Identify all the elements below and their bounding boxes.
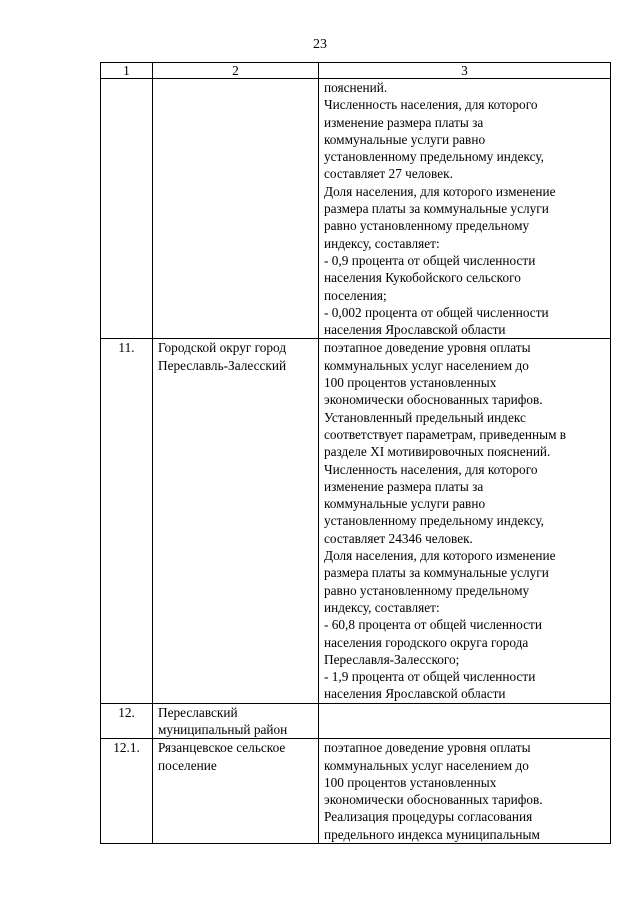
description-line: Численность населения, для которого (324, 461, 538, 477)
description-line: населения городского округа города (324, 634, 529, 650)
row-number: 12.1. (101, 739, 153, 844)
description-line: поселения; (324, 287, 387, 303)
description-line: установленному предельному индексу, (324, 513, 544, 529)
column-header-1: 1 (101, 63, 153, 79)
description-line: установленному предельному индексу, (324, 149, 544, 165)
municipality-name (153, 339, 319, 703)
description-line: изменение размера платы за (324, 114, 484, 130)
municipality-name (153, 703, 319, 739)
description-line: экономически обоснованных тарифов. (324, 392, 543, 408)
table-row (101, 739, 611, 844)
municipality-name-line: Рязанцевское сельское (158, 740, 286, 756)
description-line: коммунальные услуги равно (324, 131, 486, 147)
description-line: соответствует параметрам, приведенным в (324, 426, 567, 442)
description-line: Доля населения, для которого изменение (324, 183, 556, 199)
table-body (101, 79, 611, 844)
municipality-name-line: Городской округ город (158, 340, 287, 356)
description-line: индексу, составляет: (324, 599, 440, 615)
description-line: равно установленному предельному (324, 582, 530, 598)
page-number: 23 (313, 37, 327, 52)
description-line: населения Ярославской области (324, 322, 506, 338)
municipality-name (153, 79, 319, 339)
description-line: Численность населения, для которого (324, 97, 538, 113)
description-line: составляет 27 человек. (324, 166, 453, 182)
description-line: изменение размера платы за (324, 478, 484, 494)
municipality-name-line: муниципальный район (158, 721, 288, 737)
indices-table (100, 62, 611, 844)
table-header-row (101, 63, 611, 79)
municipality-name-line: Переславль-Залесский (158, 357, 287, 373)
municipality-name (153, 739, 319, 844)
index-description (319, 339, 611, 703)
description-line: экономически обоснованных тарифов. (324, 792, 543, 808)
description-line: поэтапное доведение уровня оплаты (324, 340, 531, 356)
description-line: размера платы за коммунальные услуги (324, 565, 549, 581)
description-line: разделе XI мотивировочных пояснений. (324, 444, 551, 460)
description-line: Доля населения, для которого изменение (324, 548, 556, 564)
column-header-2: 2 (153, 63, 319, 79)
table-row (101, 703, 611, 739)
description-line: 100 процентов установленных (324, 774, 497, 790)
municipality-name-line: Переславский (158, 704, 238, 720)
description-line: равно установленному предельному (324, 218, 530, 234)
description-line: поэтапное доведение уровня оплаты (324, 740, 531, 756)
table-row (101, 339, 611, 703)
description-line: 100 процентов установленных (324, 375, 497, 391)
description-line: коммунальных услуг населением до (324, 757, 529, 773)
row-number (101, 79, 153, 339)
table-row (101, 79, 611, 339)
description-line: - 1,9 процента от общей численности (324, 669, 536, 685)
row-number: 11. (101, 339, 153, 703)
description-line: Реализация процедуры согласования (324, 809, 533, 825)
index-description (319, 79, 611, 339)
row-number: 12. (101, 703, 153, 739)
description-line: индексу, составляет: (324, 235, 440, 251)
description-line: коммунальные услуги равно (324, 496, 486, 512)
description-line: Установленный предельный индекс (324, 409, 526, 425)
description-line: населения Кукобойского сельского (324, 270, 521, 286)
description-line: пояснений. (324, 80, 388, 95)
description-line: - 60,8 процента от общей численности (324, 617, 542, 633)
description-line: размера платы за коммунальные услуги (324, 201, 549, 217)
column-header-3: 3 (319, 63, 611, 79)
description-line: - 0,9 процента от общей численности (324, 252, 536, 268)
description-line: составляет 24346 человек. (324, 530, 473, 546)
description-line: - 0,002 процента от общей численности (324, 304, 549, 320)
description-line: коммунальных услуг населением до (324, 357, 529, 373)
description-line: Переславля-Залесского; (324, 651, 460, 667)
index-description (319, 703, 611, 739)
index-description (319, 739, 611, 844)
municipality-name-line: поселение (158, 757, 217, 773)
description-line: предельного индекса муниципальным (324, 826, 540, 842)
description-line: населения Ярославской области (324, 686, 506, 702)
